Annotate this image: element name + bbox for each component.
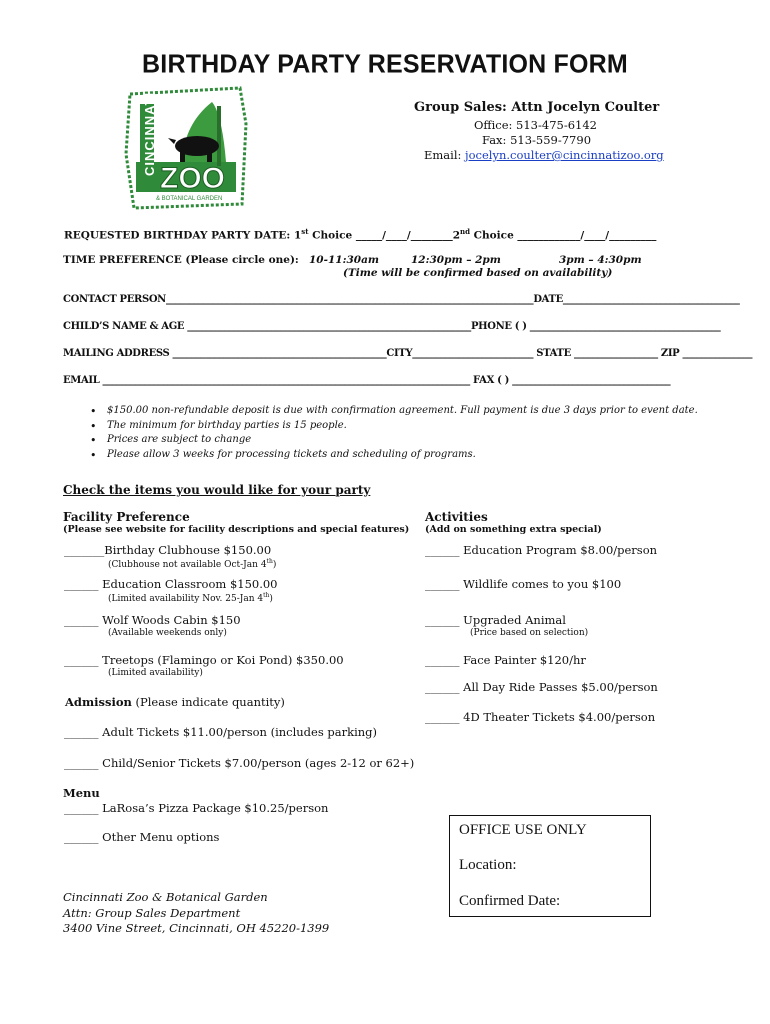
office-confirmed-date-label: Confirmed Date: [459, 893, 561, 909]
activity-education-program[interactable]: ______ Education Program $8.00/person [425, 543, 658, 557]
note-item: • $150.00 non-refundable deposit is due with confirmation agreement. Full payment is due 3 days prior to event date. [90, 405, 698, 420]
facility-note [108, 558, 276, 570]
requested-date-line[interactable] [64, 227, 656, 242]
facility-heading: Facility Preference [63, 510, 190, 524]
adult-tickets[interactable]: ______ Adult Tickets $11.00/person (includes parking) [64, 725, 378, 739]
admission-heading: Admission [65, 695, 132, 709]
facility-wolf-woods-cabin[interactable]: ______ Wolf Woods Cabin $150 [64, 613, 241, 627]
activity-upgraded-animal[interactable]: ______ Upgraded Animal [425, 613, 566, 627]
address-line-1: Cincinnati Zoo & Botanical Garden [63, 890, 268, 904]
time-option-3[interactable]: 3pm – 4:30pm [559, 254, 642, 266]
contact-person-line[interactable]: CONTACT PERSON_______________________________________________________________________________DATE______________________________________ [63, 294, 740, 305]
note-close: ) [269, 594, 273, 604]
mailing-address-line[interactable]: MAILING ADDRESS ______________________________________________CITY__________________________ STATE __________________ ZIP _______________ [63, 348, 753, 359]
facility-education-classroom[interactable]: ______ Education Classroom $150.00 [64, 577, 278, 591]
logo-top-text: CINCINNATI [142, 91, 157, 176]
time-option-2[interactable]: 12:30pm – 2pm [411, 254, 501, 266]
page-title: BIRTHDAY PARTY RESERVATION FORM [142, 49, 628, 79]
first-choice: Choice _____/____/________2 [308, 229, 461, 242]
note-item: • Prices are subject to change [90, 434, 698, 449]
second-choice: Choice ____________/____/_________ [470, 229, 657, 242]
group-sales-heading: Group Sales: Attn Jocelyn Coulter [414, 100, 660, 115]
activity-4d-theater[interactable]: ______ 4D Theater Tickets $4.00/person [425, 710, 656, 724]
sup-th: th [263, 592, 270, 599]
email-fax-line[interactable]: EMAIL _______________________________________________________________________________ FAX ( ) __________________________________ [63, 375, 671, 386]
admission-heading-row [65, 695, 285, 709]
note-text: (Limited availability Nov. 25-Jan 4 [108, 594, 264, 604]
date-label: REQUESTED BIRTHDAY PARTY DATE: 1 [64, 229, 302, 242]
office-phone: Office: 513-475-6142 [474, 118, 597, 132]
sup-th: th [266, 558, 273, 565]
logo-bottom-text: & BOTANICAL GARDEN [156, 196, 223, 202]
office-use-title: OFFICE USE ONLY [459, 822, 587, 838]
activity-face-painter[interactable]: ______ Face Painter $120/hr [425, 653, 586, 667]
activities-sub: (Add on something extra special) [425, 524, 602, 535]
address-line-3: 3400 Vine Street, Cincinnati, OH 45220-1399 [63, 921, 330, 935]
activities-heading: Activities [425, 510, 488, 524]
note-close: ) [272, 560, 277, 570]
cincinnati-zoo-logo-icon [122, 84, 252, 212]
email-label: Email: [424, 148, 466, 162]
child-senior-tickets[interactable]: ______ Child/Senior Tickets $7.00/person (ages 2-12 or 62+) [64, 756, 415, 770]
admission-note: (Please indicate quantity) [131, 695, 285, 709]
note-text: (Clubhouse not available Oct-Jan 4 [108, 560, 267, 570]
facility-note: (Limited availability) [108, 668, 203, 678]
facility-birthday-clubhouse[interactable]: _______Birthday Clubhouse $150.00 [64, 543, 272, 557]
upgraded-animal-note: (Price based on selection) [470, 628, 589, 638]
facility-treetops[interactable]: ______ Treetops (Flamingo or Koi Pond) $350.00 [64, 653, 344, 667]
office-location-label: Location: [459, 857, 517, 873]
sup-nd: nd [460, 227, 471, 236]
time-option-1[interactable]: 10-11:30am [309, 254, 379, 266]
note-item: • Please allow 3 weeks for processing tickets and scheduling of programs. [90, 449, 698, 464]
notes-list [90, 405, 698, 463]
menu-heading: Menu [63, 786, 100, 800]
check-items-heading: Check the items you would like for your party [63, 483, 371, 497]
email-link[interactable]: jocelyn.coulter@cincinnatizoo.org [465, 148, 664, 162]
child-name-line[interactable]: CHILD’S NAME & AGE _____________________________________________________________PHONE ( ) _________________________________________ [63, 321, 721, 332]
menu-larosa-pizza[interactable]: ______ LaRosa’s Pizza Package $10.25/person [64, 801, 329, 815]
sup-st: st [301, 227, 309, 236]
logo-main-text: ZOO [160, 162, 225, 195]
office-use-box [449, 815, 651, 917]
facility-note: (Available weekends only) [108, 628, 227, 638]
email-row [424, 148, 664, 162]
activity-wildlife[interactable]: ______ Wildlife comes to you $100 [425, 577, 622, 591]
fax-number: Fax: 513-559-7790 [482, 133, 592, 147]
address-line-2: Attn: Group Sales Department [63, 906, 241, 920]
menu-other-options[interactable]: ______ Other Menu options [64, 830, 220, 844]
activity-ride-passes[interactable]: ______ All Day Ride Passes $5.00/person [425, 680, 658, 694]
time-note: (Time will be confirmed based on availability) [343, 267, 613, 279]
note-item: • The minimum for birthday parties is 15 people. [90, 420, 698, 435]
facility-note [108, 592, 273, 604]
time-preference-label: TIME PREFERENCE (Please circle one): [63, 254, 299, 266]
facility-sub: (Please see website for facility descriptions and special features) [63, 524, 410, 535]
